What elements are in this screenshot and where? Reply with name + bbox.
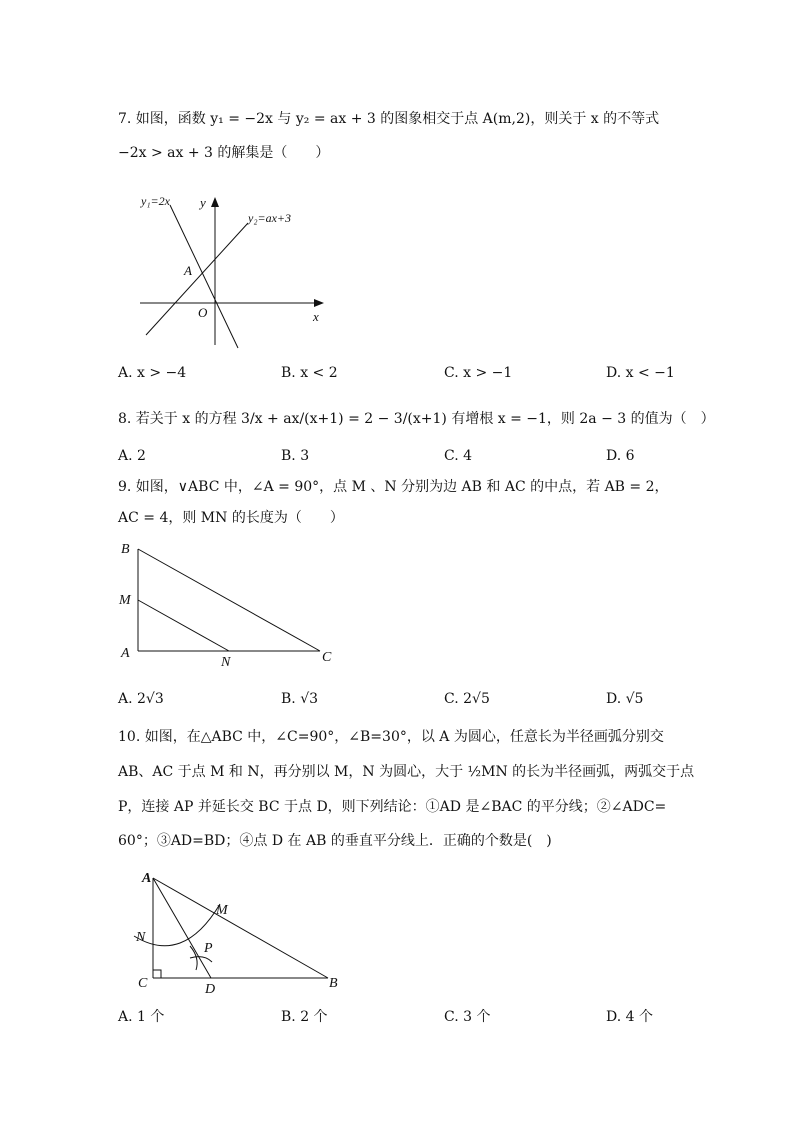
q10-option-c[interactable]: C. 3 个 xyxy=(444,1009,491,1025)
q10-stem-line2: AB、AC 于点 M 和 N，再分别以 M，N 为圆心，大于 ½MN 的长为半径画弧，两弧交于点 xyxy=(118,764,695,780)
q7-option-c[interactable]: C. x > −1 xyxy=(444,365,513,381)
q9-stem-line1: 9. 如图，∨ABC 中，∠A = 90°，点 M 、N 分别为边 AB 和 AC 的中点，若 AB = 2， xyxy=(118,479,669,495)
side-BC xyxy=(138,549,320,651)
q7-stem-line1: 7. 如图，函数 y₁ = −2x 与 y₂ = ax + 3 的图象相交于点 A(m,2)，则关于 x 的不等式 xyxy=(118,111,660,127)
label-C: C xyxy=(138,976,148,991)
q10-option-a[interactable]: A. 1 个 xyxy=(118,1009,165,1025)
q8-option-c[interactable]: C. 4 xyxy=(444,448,473,464)
q9-stem-line2: AC = 4，则 MN 的长度为（ ） xyxy=(118,510,344,526)
label-C: C xyxy=(322,650,332,665)
q10-stem-line4: 60°；③AD=BD；④点 D 在 AB 的垂直平分线上．正确的个数是( ) xyxy=(118,833,552,849)
q9-option-c[interactable]: C. 2√5 xyxy=(444,691,490,707)
q8-stem: 8. 若关于 x 的方程 3/x + ax/(x+1) = 2 − 3/(x+1) 有增根 x = −1，则 2a − 3 的值为（ ） xyxy=(118,411,715,427)
q9-triangle xyxy=(115,537,340,672)
label-x-axis: x xyxy=(313,309,319,324)
q7-graph xyxy=(130,185,335,355)
right-angle-mark xyxy=(153,970,161,978)
q7-option-b[interactable]: B. x < 2 xyxy=(281,365,338,381)
q7-stem-line2: −2x > ax + 3 的解集是（ ） xyxy=(118,145,330,161)
q9-option-d[interactable]: D. √5 xyxy=(606,691,644,707)
segment-MN xyxy=(138,600,229,651)
label-B: B xyxy=(121,542,130,557)
q9-option-b[interactable]: B. √3 xyxy=(281,691,319,707)
label-M: M xyxy=(216,903,228,918)
y-axis-arrow xyxy=(211,197,219,207)
label-M: M xyxy=(119,593,131,608)
label-A: A xyxy=(121,646,130,661)
line-y2 xyxy=(146,223,248,335)
q8-option-a[interactable]: A. 2 xyxy=(118,448,146,464)
label-point-A: A xyxy=(184,263,192,278)
q10-option-b[interactable]: B. 2 个 xyxy=(281,1009,328,1025)
q10-stem-line1: 10. 如图，在△ABC 中，∠C=90°，∠B=30°，以 A 为圆心，任意长为半径画弧分别交 xyxy=(118,729,664,745)
q10-option-d[interactable]: D. 4 个 xyxy=(606,1009,653,1025)
label-y1: y₁=2x xyxy=(141,194,170,208)
arc-MN xyxy=(134,904,220,946)
label-P: P xyxy=(204,941,213,956)
q9-option-a[interactable]: A. 2√3 xyxy=(118,691,164,707)
label-B: B xyxy=(329,976,338,991)
x-axis-arrow xyxy=(314,299,324,307)
label-N: N xyxy=(136,930,146,945)
side-AB xyxy=(153,878,328,978)
label-origin: O xyxy=(198,305,208,320)
q7-option-a[interactable]: A. x > −4 xyxy=(118,365,187,381)
q10-triangle xyxy=(128,866,348,996)
label-A: A xyxy=(142,871,152,886)
label-y-axis: y xyxy=(200,195,206,210)
q8-option-d[interactable]: D. 6 xyxy=(606,448,635,464)
q8-option-b[interactable]: B. 3 xyxy=(281,448,310,464)
line-y1 xyxy=(170,205,238,348)
label-N: N xyxy=(221,655,231,670)
q7-option-d[interactable]: D. x < −1 xyxy=(606,365,675,381)
label-D: D xyxy=(205,982,216,996)
q10-stem-line3: P，连接 AP 并延长交 BC 于点 D，则下列结论：①AD 是∠BAC 的平分线；②∠ADC= xyxy=(118,799,667,815)
label-y2: y₂=ax+3 xyxy=(248,211,292,225)
